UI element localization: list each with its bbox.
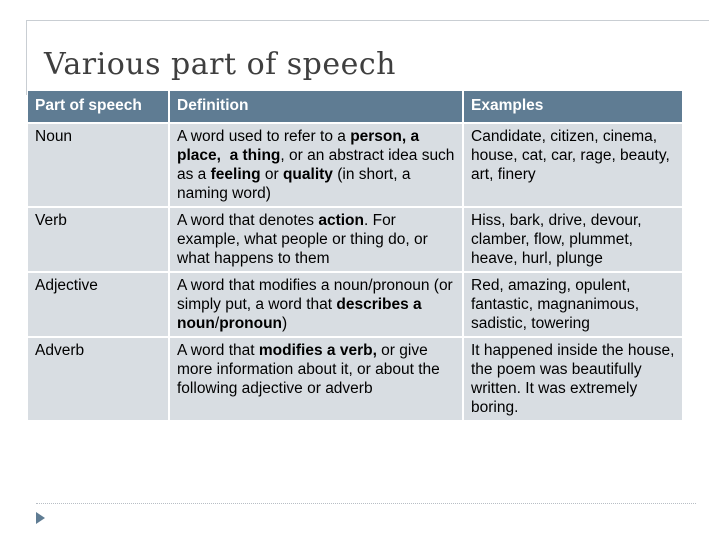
cell-definition [169, 123, 463, 207]
definition-emphasis: person, [350, 128, 407, 145]
table-header-row [28, 91, 682, 123]
definition-emphasis: pronoun [219, 315, 283, 332]
triangle-bullet-icon [36, 512, 45, 524]
table-row [28, 337, 682, 420]
cell-part-of-speech: Verb [28, 207, 169, 272]
table-row [28, 123, 682, 207]
definition-emphasis: a thing [229, 147, 281, 164]
cell-examples: Candidate, citizen, cinema, house, cat, car, rage, beauty, art, finery [463, 123, 682, 207]
header-part-of-speech: Part of speech [28, 91, 169, 123]
definition-text: A word that denotes [177, 212, 319, 229]
definition-emphasis: quality [282, 166, 333, 183]
cell-examples: It happened inside the house, the poem was beautifully written. It was extremely boring. [463, 337, 682, 420]
definition-text: (in short, a naming word) [177, 166, 415, 202]
cell-part-of-speech: Adverb [28, 337, 169, 420]
slide-frame-top-line [26, 20, 709, 21]
definition-text: A word used to refer to a [177, 128, 351, 145]
cell-examples: Red, amazing, opulent, fantastic, magnanimous, sadistic, towering [463, 272, 682, 337]
definition-text: A word that [177, 342, 259, 359]
definition-emphasis: modifies a verb, [258, 342, 377, 359]
definition-emphasis: action [318, 212, 364, 229]
definition-text [221, 147, 230, 164]
parts-of-speech-table [28, 91, 682, 420]
header-examples: Examples [463, 91, 682, 123]
cell-examples: Hiss, bark, drive, devour, clamber, flow, plummet, heave, hurl, plunge [463, 207, 682, 272]
header-definition: Definition [169, 91, 463, 123]
table-row [28, 272, 682, 337]
definition-text: A word that modifies a noun/pronoun (or simply put, a word that [177, 277, 458, 313]
definition-text: . For example, what people or thing do, or what happens to them [177, 212, 433, 267]
definition-emphasis: describes a noun [177, 296, 426, 332]
slide-frame-left-line [26, 20, 27, 95]
table-row [28, 207, 682, 272]
definition-text: or give more information about it, or about the following adjective or adverb [177, 342, 445, 397]
slide-title: Various part of speech [44, 47, 397, 82]
cell-definition [169, 272, 463, 337]
definition-emphasis: a place, [177, 128, 424, 164]
definition-text: ) [282, 315, 288, 332]
cell-part-of-speech: Noun [28, 123, 169, 207]
slide-frame-bottom-line [36, 503, 696, 504]
definition-emphasis: feeling [210, 166, 261, 183]
definition-text: / [214, 315, 220, 332]
definition-text: or [260, 166, 283, 183]
definition-text: , or an abstract idea such as a [177, 147, 459, 183]
cell-part-of-speech: Adjective [28, 272, 169, 337]
cell-definition [169, 207, 463, 272]
cell-definition [169, 337, 463, 420]
